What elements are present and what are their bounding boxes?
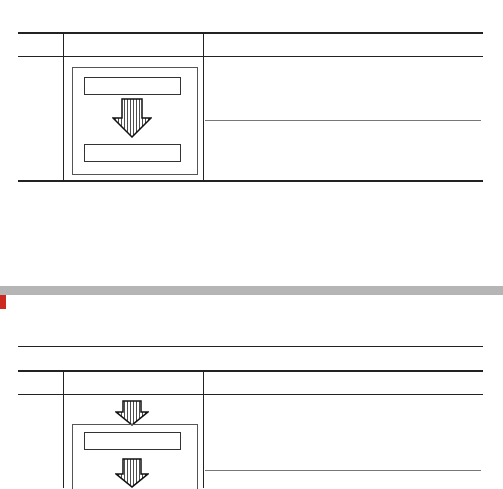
column-divider	[63, 34, 64, 180]
table-header-rule	[18, 394, 483, 395]
column-divider	[203, 372, 204, 488]
task-row-divider	[205, 470, 481, 471]
table-top-rule	[18, 370, 483, 372]
procedure-box-proposal	[84, 144, 181, 162]
table-header-rule	[18, 56, 483, 57]
column-divider	[63, 372, 64, 488]
down-arrow-icon	[112, 98, 152, 138]
down-arrow-icon	[115, 458, 149, 488]
table-bottom-rule	[18, 180, 483, 182]
running-head-rule	[18, 346, 483, 347]
procedure-box-prefeasibility	[84, 77, 181, 95]
column-divider	[203, 34, 204, 180]
task-row-divider	[205, 120, 481, 121]
site-logo	[0, 295, 6, 309]
down-arrow-icon	[115, 400, 149, 426]
table-top-rule	[18, 32, 483, 34]
page-separator-band	[0, 286, 503, 295]
procedure-box-feasibility	[84, 432, 181, 450]
